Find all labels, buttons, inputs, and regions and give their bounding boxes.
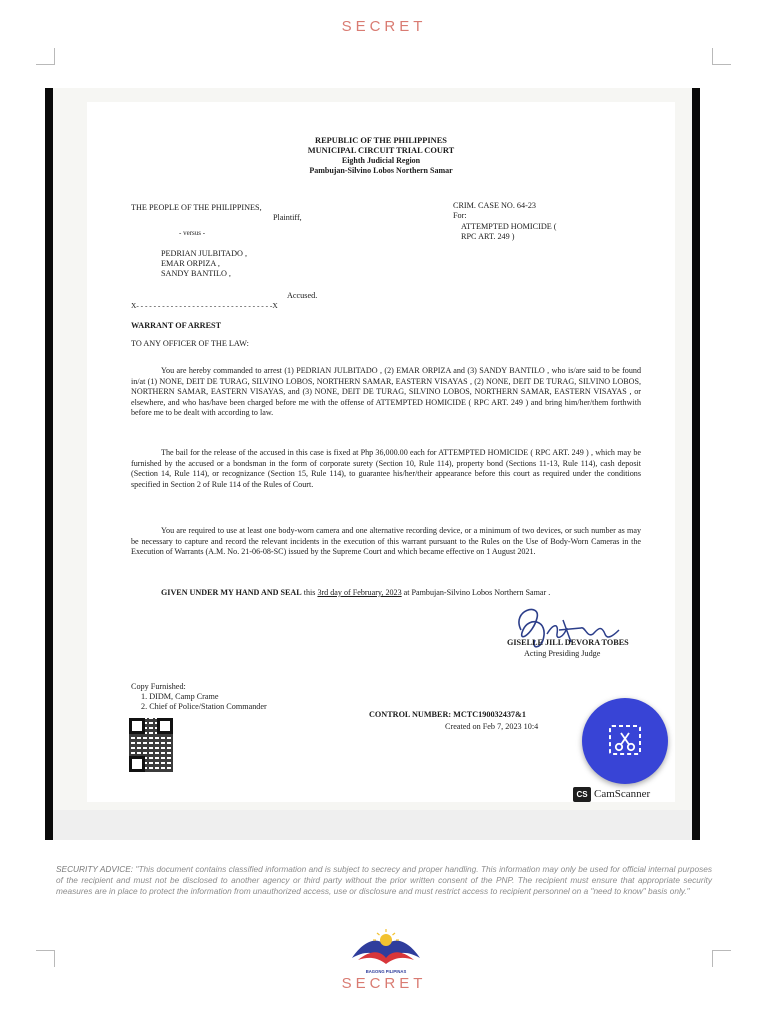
command-text: You are hereby commanded to arrest (1) PEDRIAN JULBITADO , (2) EMAR ORPIZA and (3) SANDY BANTILO , who is/are said to be found in/at (1) NONE, DEIT DE TURAG, SILVINO LOBOS, NORTHERN SAMAR, EASTERN VISAYAS , (2) NONE, DEIT DE TURAG, SILVINO LOBOS, NORTHERN SAMAR, EASTERN VISAYAS, and (3) NONE, DEIT DE TURAG, SILVINO LOBOS, NORTHERN SAMAR, EASTERN VISAYAS , or elsewhere, and who has/have been charged before me with the offense of ATTEMPTED HOMICIDE ( RPC ART. 249 ) and bring him/her/them forthwith before me to be dealt with according to law. (131, 366, 641, 418)
salutation: TO ANY OFFICER OF THE LAW: (131, 339, 249, 348)
copy-recipient-1: 1. DIDM, Camp Crame (141, 692, 219, 701)
scan-crop-fab-button[interactable] (582, 698, 668, 784)
plaintiff-role: Plaintiff, (273, 213, 302, 222)
corner-mark-top-right (712, 48, 731, 65)
qr-code (129, 718, 173, 772)
photo-bottom-strip (53, 810, 692, 840)
header-republic: REPUBLIC OF THE PHILIPPINES (315, 136, 447, 145)
case-number: CRIM. CASE NO. 64-23 (453, 201, 537, 210)
bodycam-paragraph (131, 526, 641, 558)
accused-name-3: SANDY BANTILO , (161, 269, 231, 278)
accused-name-2: EMAR ORPIZA , (161, 259, 220, 268)
photo-border-right (692, 88, 700, 840)
bodycam-text: You are required to use at least one body-worn camera and one alternative recording device, or a minimum of two devices, or such number as may be necessary to capture and record the relevant incidents in the execution of this warrant pursuant to the Rules on the Use of Body-Worn Cameras in the Execution of Warrants (A.M. No. 21-06-08-SC) issued by the Supreme Court and which became effective on 1 August 2021. (131, 526, 641, 557)
classification-bottom: SECRET (341, 975, 427, 992)
corner-mark-top-left (36, 48, 55, 65)
judge-name: GISELLE JILL DEVORA TOBES (507, 638, 629, 647)
caption-separator: X- - - - - - - - - - - - - - - - - - - - - - - - - - - - - - - -X (131, 301, 278, 310)
camscanner-label: CamScanner (594, 788, 651, 800)
given-date: 3rd day of February, 2023 (317, 588, 402, 597)
header-court: MUNICIPAL CIRCUIT TRIAL COURT (307, 146, 455, 155)
command-paragraph (131, 366, 641, 419)
given-paragraph (131, 588, 641, 599)
case-for-label: For: (453, 211, 467, 220)
given-text (131, 588, 641, 599)
header-location: Pambujan-Silvino Lobos Northern Samar (309, 166, 453, 175)
security-advice-text: "This document contains classified information and is subject to secrecy and proper handling. This information may only be used for official internal purposes of the recipient and must not be disclosed to another agency or third party without the prior written consent of the PNP. The recipient must ensure that appropriate security measures are in place to protect the information from unauthorized access, use or disclosure and must restrict access to recipient personnel on a "need to know" basis only." (56, 864, 712, 896)
scissors-icon (582, 698, 668, 784)
warrant-page (87, 102, 675, 802)
accused-role: Accused. (287, 291, 318, 300)
header-region: Eighth Judicial Region (341, 156, 421, 165)
judge-title: Acting Presiding Judge (524, 649, 601, 658)
created-on: Created on Feb 7, 2023 10:4 (445, 722, 539, 731)
bagong-pilipinas-logo (344, 926, 428, 976)
warrant-title: WARRANT OF ARREST (131, 321, 222, 330)
camscanner-watermark (573, 785, 650, 803)
security-advice (56, 864, 712, 897)
given-tail: at Pambujan-Silvino Lobos Northern Samar . (401, 588, 551, 597)
bail-paragraph (131, 448, 641, 490)
copy-furnished-label: Copy Furnished: (131, 682, 186, 691)
camscanner-logo: CS (573, 787, 591, 802)
offense-line-1: ATTEMPTED HOMICIDE ( (461, 222, 557, 231)
photo-border-left (45, 88, 53, 840)
offense-line-2: RPC ART. 249 ) (461, 232, 515, 241)
bail-text: The bail for the release of the accused in this case is fixed at Php 36,000.00 each for ATTEMPTED HOMICIDE ( RPC ART. 249 ) , which may be furnished by the accused or a bondsman in the form of corporate surety (Section 10, Rule 114), property bond (Sections 11-13, Rule 114), cash deposit (Section 14, Rule 114), or recognizance (Section 15, Rule 114), to guarantee his/her/their appearance before this court as required under the conditions specified in Section 2 of Rule 114 of the Rules of Court. (131, 448, 641, 489)
copy-recipient-2: 2. Chief of Police/Station Commander (141, 702, 267, 711)
plaintiff-name: THE PEOPLE OF THE PHILIPPINES, (131, 203, 262, 212)
corner-mark-bottom-left (36, 950, 55, 967)
given-lead: GIVEN UNDER MY HAND AND SEAL (161, 588, 302, 597)
versus-label: - versus - (179, 229, 206, 237)
security-advice-label: SECURITY ADVICE: (56, 864, 134, 874)
control-number: CONTROL NUMBER: MCTC190032437&1 (369, 710, 526, 719)
classification-top: SECRET (341, 18, 427, 35)
logo-caption: BAGONG PILIPINAS (365, 969, 407, 974)
accused-name-1: PEDRIAN JULBITADO , (161, 249, 247, 258)
given-mid: this (301, 588, 318, 597)
corner-mark-bottom-right (712, 950, 731, 967)
